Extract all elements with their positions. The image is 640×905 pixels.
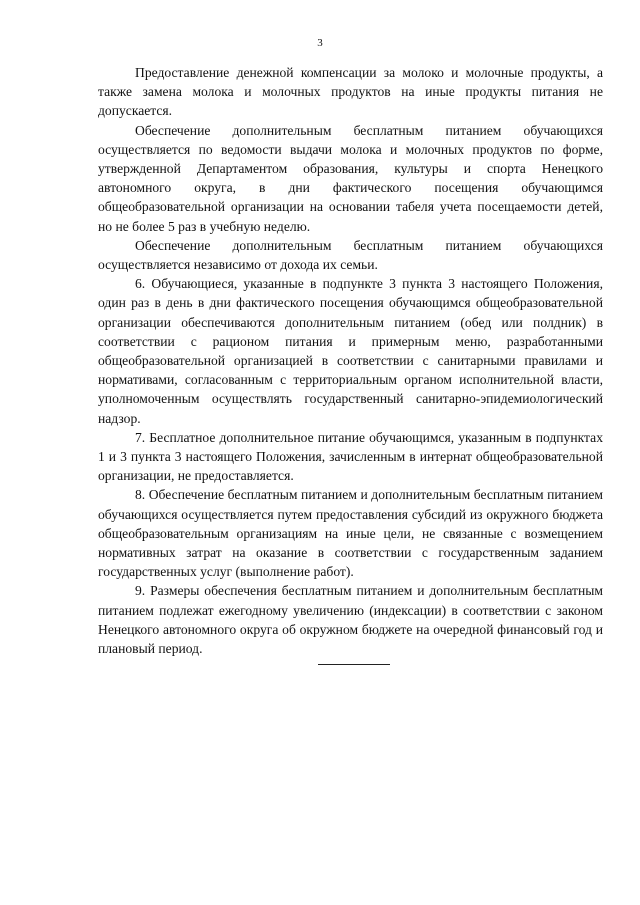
paragraph-compensation-prohibited: Предоставление денежной компенсации за молоко и молочные продукты, а также замена молока и молочных продуктов на иные продукты питания не допускается.	[98, 65, 603, 119]
paragraph-item-9: 9. Размеры обеспечения бесплатным питанием и дополнительным бесплатным питанием подлежат ежегодному увеличению (индексации) в соответствии с законом Ненецкого автономного округа об окружном бюджете на очередной финансовый год и плановый период.	[98, 583, 603, 657]
paragraph-income-independent: Обеспечение дополнительным бесплатным питанием обучающихся осуществляется независимо от дохода их семьи.	[98, 237, 603, 273]
document-body	[98, 63, 603, 658]
paragraph-provision-procedure: Обеспечение дополнительным бесплатным питанием обучающихся осуществляется по ведомости выдачи молока и молочных продуктов по форме, утвержденной Департаментом образования, культуры и спорта Ненецкого автономного округа, в дни фактического посещения обучающимся общеобразовательной организации на основании табеля учета посещаемости детей, но не более 5 раз в учебную неделю.	[98, 122, 603, 234]
paragraph-item-7: 7. Бесплатное дополнительное питание обучающимся, указанным в подпунктах 1 и 3 пункта 3 настоящего Положения, зачисленным в интернат общеобразовательной организации, не предоставляется.	[98, 429, 603, 484]
end-of-document-rule	[318, 664, 390, 665]
page-number: 3	[317, 37, 323, 49]
paragraph-item-8: 8. Обеспечение бесплатным питанием и дополнительным бесплатным питанием обучающихся осуществляется путем предоставления субсидий из окружного бюджета общеобразовательным организациям на иные цели, не связанные с возмещением нормативных затрат на оказание в соответствии с государственным заданием государственных услуг (выполнение работ).	[98, 487, 603, 580]
paragraph-item-6: 6. Обучающиеся, указанные в подпункте 3 пункта 3 настоящего Положения, один раз в день в дни фактического посещения обучающимся общеобразовательной организации обеспечиваются дополнительным питанием (обед или полдник) в соответствии с рационом питания и примерным меню, разработанными общеобразовательной организацией в соответствии с санитарными правилами и нормативами, согласованным с территориальным органом исполнительной власти, уполномоченным осуществлять государственный санитарно-эпидемиологический надзор.	[98, 276, 603, 426]
